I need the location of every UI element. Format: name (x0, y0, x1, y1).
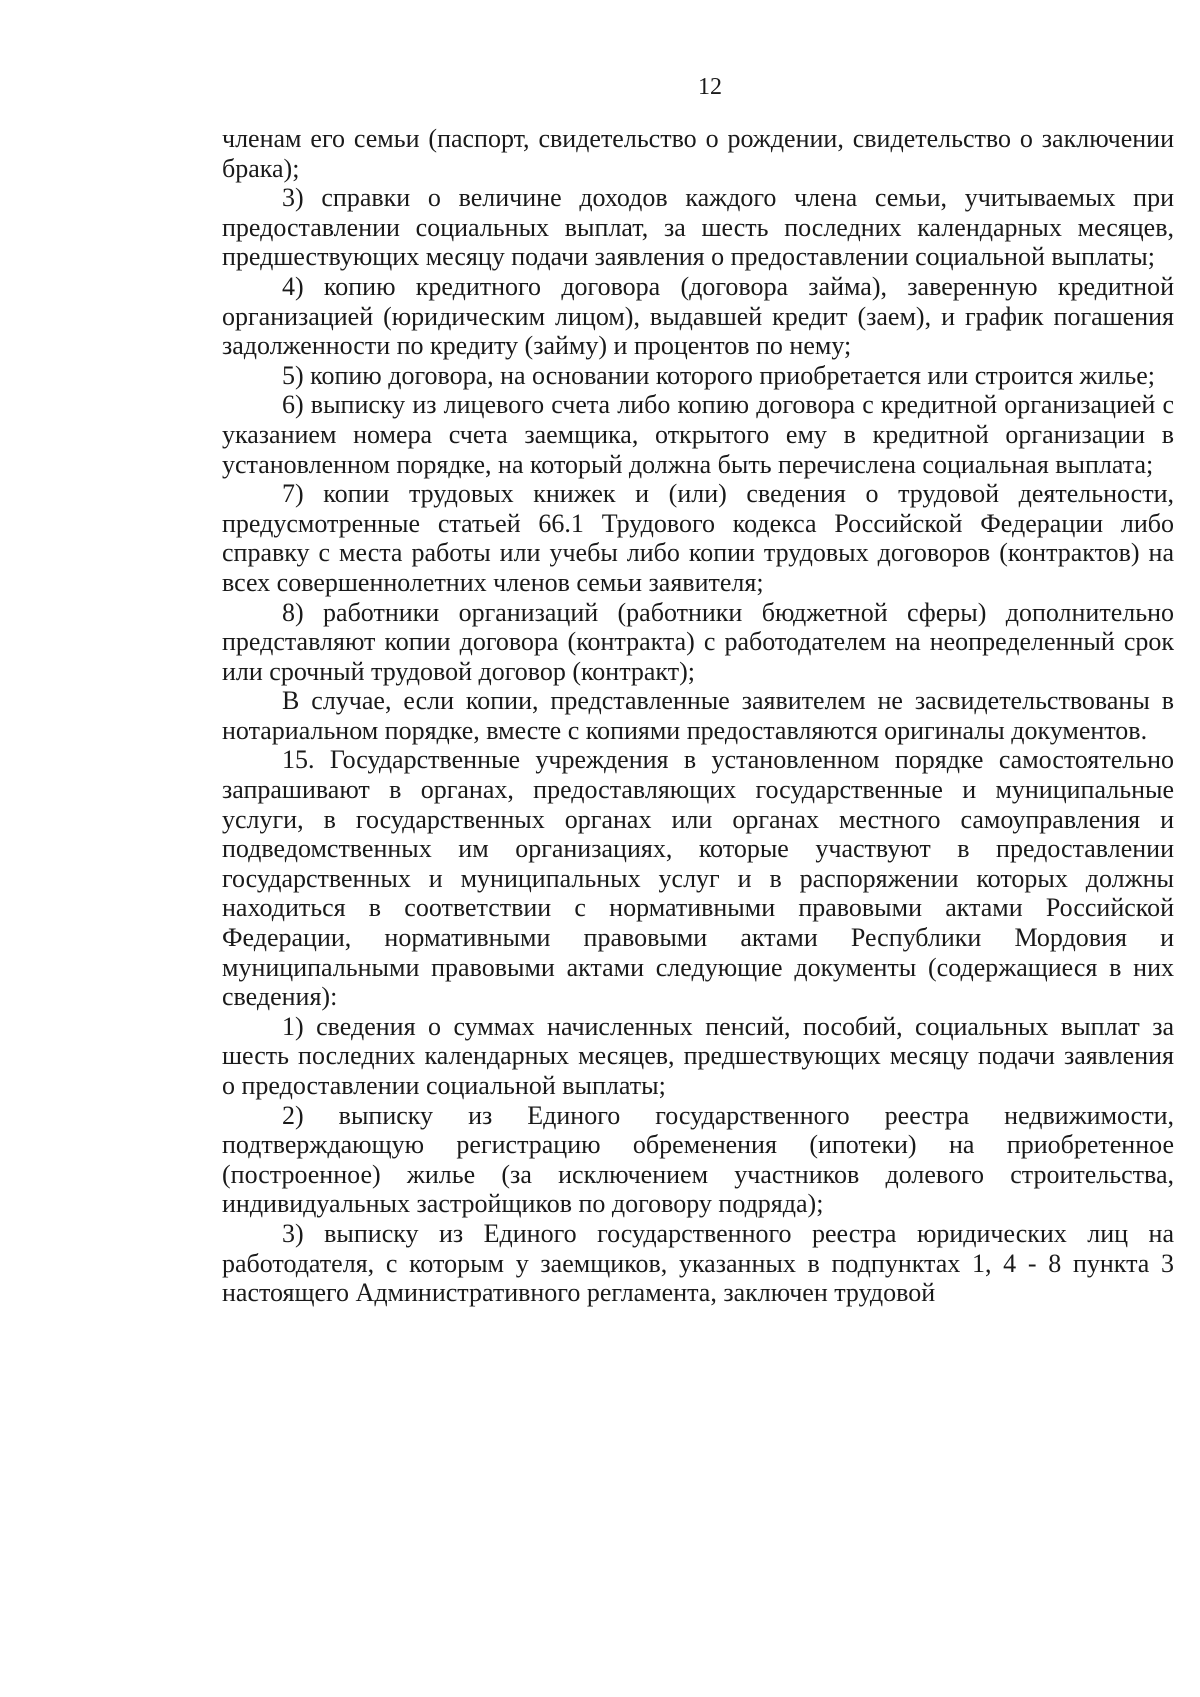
page-number: 12 (698, 74, 722, 100)
paragraph-copies-originals: В случае, если копии, представленные заявителем не засвидетельствованы в нотариальном порядке, вместе с копиями предоставляются оригиналы документов. (222, 686, 1174, 745)
paragraph-family-documents: членам его семьи (паспорт, свидетельство о рождении, свидетельство о заключении брака); (222, 124, 1174, 183)
document-body (222, 124, 1174, 1308)
paragraph-15-item-2-real-estate: 2) выписку из Единого государственного реестра недвижимости, подтверждающую регистрацию обременения (ипотеки) на приобретенное (построенное) жилье (за исключением участников долевого строительства, индивидуальных застройщиков по договору подряда); (222, 1100, 1174, 1219)
paragraph-section-15: 15. Государственные учреждения в установленном порядке самостоятельно запрашивают в органах, предоставляющих государственные и муниципальные услуги, в государственных органах или органах местного самоуправления и подведомственных им организациях, которые участвуют в предоставлении государственных и муниципальных услуг и в распоряжении которых должны находиться в соответствии с нормативными правовыми актами Российской Федерации, нормативными правовыми актами Республики Мордовия и муниципальными правовыми актами следующие документы (содержащиеся в них сведения): (222, 745, 1174, 1012)
paragraph-item-5-housing-contract: 5) копию договора, на основании которого приобретается или строится жилье; (282, 360, 1156, 390)
paragraph-item-8-public-sector: 8) работники организаций (работники бюджетной сферы) дополнительно представляют копии договора (контракта) с работодателем на неопределенный срок или срочный трудовой договор (контракт); (222, 597, 1174, 686)
paragraph-item-3-income: 3) справки о величине доходов каждого члена семьи, учитываемых при предоставлении социальных выплат, за шесть последних календарных месяцев, предшествующих месяцу подачи заявления о предоставлении социальной выплаты; (222, 183, 1174, 272)
paragraph-item-6-account-statement: 6) выписку из лицевого счета либо копию договора с кредитной организацией с указанием номера счета заемщика, открытого ему в кредитной организации в установленном порядке, на который должна быть перечислена социальная выплата; (222, 390, 1174, 479)
paragraph-15-item-3-legal-entities: 3) выписку из Единого государственного реестра юридических лиц на работодателя, с которым у заемщиков, указанных в подпунктах 1, 4 - 8 пункта 3 настоящего Административного регламента, заключен трудовой (222, 1218, 1174, 1308)
paragraph-15-item-1-pensions: 1) сведения о суммах начисленных пенсий, пособий, социальных выплат за шесть последних календарных месяцев, предшествующих месяцу подачи заявления о предоставлении социальной выплаты; (222, 1011, 1174, 1100)
paragraph-item-4-credit-contract: 4) копию кредитного договора (договора займа), заверенную кредитной организацией (юридическим лицом), выдавшей кредит (заем), и график погашения задолженности по кредиту (займу) и процентов по нему; (222, 271, 1174, 361)
paragraph-item-7-employment-records: 7) копии трудовых книжек и (или) сведения о трудовой деятельности, предусмотренные статьей 66.1 Трудового кодекса Российской Федерации либо справку с места работы или учебы либо копии трудовых договоров (контрактов) на всех совершеннолетних членов семьи заявителя; (222, 479, 1174, 597)
